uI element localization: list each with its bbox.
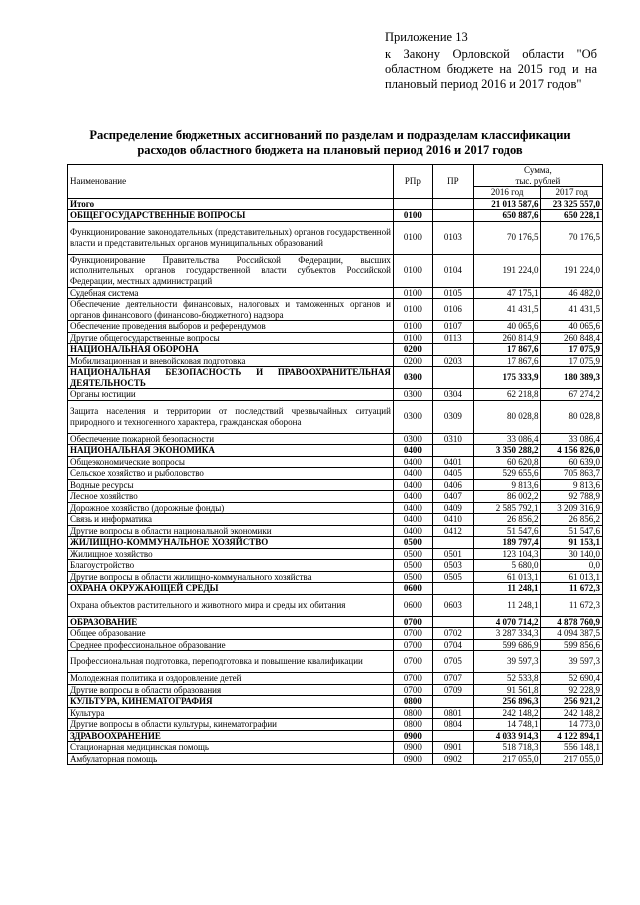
cell-2017: 23 325 557,0 [541, 198, 603, 210]
table-row [68, 479, 603, 491]
cell-pr [432, 198, 473, 210]
cell-pr: 0603 [432, 594, 473, 616]
cell-2016: 33 086,4 [473, 433, 541, 445]
cell-2017: 11 672,3 [541, 583, 603, 595]
cell-2016: 2 585 792,1 [473, 502, 541, 514]
cell-name: Обеспечение пожарной безопасности [68, 433, 394, 445]
table-row [68, 389, 603, 401]
cell-rpr: 0700 [393, 684, 432, 696]
table-row [68, 299, 603, 321]
cell-2016: 175 333,9 [473, 367, 541, 389]
cell-2017: 260 848,4 [541, 332, 603, 344]
cell-pr: 0709 [432, 684, 473, 696]
cell-name: Функционирование Правительства Российской Федерации, высших исполнительных органов государственной власти субъектов Российской Федерации, местных администраций [68, 254, 394, 287]
table-row [68, 571, 603, 583]
cell-2016: 11 248,1 [473, 594, 541, 616]
table-row [68, 684, 603, 696]
table-row [68, 707, 603, 719]
cell-rpr: 0300 [393, 433, 432, 445]
cell-name: Лесное хозяйство [68, 491, 394, 503]
cell-2016: 17 867,6 [473, 344, 541, 356]
cell-pr: 0901 [432, 742, 473, 754]
cell-rpr: 0400 [393, 456, 432, 468]
cell-pr: 0503 [432, 560, 473, 572]
cell-2016: 52 533,8 [473, 673, 541, 685]
cell-name: Дорожное хозяйство (дорожные фонды) [68, 502, 394, 514]
table-row [68, 730, 603, 742]
table-row [68, 355, 603, 367]
cell-2017: 51 547,6 [541, 525, 603, 537]
cell-pr: 0412 [432, 525, 473, 537]
cell-2017: 14 773,0 [541, 719, 603, 731]
cell-2017: 67 274,2 [541, 389, 603, 401]
cell-name: ЗДРАВООХРАНЕНИЕ [68, 730, 394, 742]
cell-name: Обеспечение проведения выборов и референдумов [68, 321, 394, 333]
cell-pr: 0410 [432, 514, 473, 526]
cell-pr [432, 445, 473, 457]
cell-2016: 3 287 334,3 [473, 628, 541, 640]
cell-pr: 0113 [432, 332, 473, 344]
cell-rpr: 0100 [393, 299, 432, 321]
table-row [68, 616, 603, 628]
table-row [68, 198, 603, 210]
cell-2016: 5 680,0 [473, 560, 541, 572]
column-header-2017: 2017 год [541, 187, 603, 199]
cell-2016: 61 013,1 [473, 571, 541, 583]
cell-rpr: 0400 [393, 479, 432, 491]
cell-name: ОХРАНА ОКРУЖАЮЩЕЙ СРЕДЫ [68, 583, 394, 595]
cell-2017: 217 055,0 [541, 753, 603, 765]
title-line-2: расходов областного бюджета на плановый период 2016 и 2017 годов [137, 143, 523, 157]
cell-pr: 0501 [432, 548, 473, 560]
cell-2017: 60 639,0 [541, 456, 603, 468]
table-row [68, 719, 603, 731]
cell-rpr: 0900 [393, 742, 432, 754]
cell-rpr: 0900 [393, 730, 432, 742]
cell-name: НАЦИОНАЛЬНАЯ БЕЗОПАСНОСТЬ И ПРАВООХРАНИТЕЛЬНАЯ ДЕЯТЕЛЬНОСТЬ [68, 367, 394, 389]
cell-2017: 40 065,6 [541, 321, 603, 333]
cell-rpr: 0800 [393, 696, 432, 708]
cell-rpr: 0700 [393, 651, 432, 673]
cell-2016: 70 176,5 [473, 221, 541, 254]
column-header-2016: 2016 год [473, 187, 541, 199]
cell-2017: 191 224,0 [541, 254, 603, 287]
cell-2017: 41 431,5 [541, 299, 603, 321]
table-row [68, 673, 603, 685]
cell-2016: 86 002,2 [473, 491, 541, 503]
cell-name: ЖИЛИЩНО-КОММУНАЛЬНОЕ ХОЗЯЙСТВО [68, 537, 394, 549]
cell-2017: 33 086,4 [541, 433, 603, 445]
cell-name: Другие вопросы в области культуры, кинематографии [68, 719, 394, 731]
table-row [68, 210, 603, 222]
appendix-period-line: плановый период 2016 и 2017 годов" [385, 77, 582, 91]
appendix-number: Приложение 13 [385, 30, 468, 44]
cell-2016: 191 224,0 [473, 254, 541, 287]
cell-name: Мобилизационная и вневойсковая подготовка [68, 355, 394, 367]
cell-2016: 9 813,6 [473, 479, 541, 491]
table-row [68, 287, 603, 299]
cell-2017: 91 153,1 [541, 537, 603, 549]
cell-pr [432, 210, 473, 222]
budget-table [67, 164, 603, 765]
table-row [68, 344, 603, 356]
cell-2016: 123 104,3 [473, 548, 541, 560]
cell-2017: 52 690,4 [541, 673, 603, 685]
cell-name: Благоустройство [68, 560, 394, 572]
cell-name: Общее образование [68, 628, 394, 640]
cell-pr: 0505 [432, 571, 473, 583]
sum-unit: тыс. рублей [515, 175, 561, 186]
cell-2016: 26 856,2 [473, 514, 541, 526]
cell-rpr: 0100 [393, 287, 432, 299]
cell-2016: 189 797,4 [473, 537, 541, 549]
cell-2017: 556 148,1 [541, 742, 603, 754]
cell-2017: 61 013,1 [541, 571, 603, 583]
cell-2017: 180 389,3 [541, 367, 603, 389]
cell-pr: 0405 [432, 468, 473, 480]
cell-rpr: 0400 [393, 491, 432, 503]
cell-rpr: 0100 [393, 221, 432, 254]
table-row [68, 514, 603, 526]
cell-rpr: 0700 [393, 673, 432, 685]
cell-name: ОБЩЕГОСУДАРСТВЕННЫЕ ВОПРОСЫ [68, 210, 394, 222]
cell-name: Другие вопросы в области жилищно-коммунального хозяйства [68, 571, 394, 583]
cell-pr: 0804 [432, 719, 473, 731]
cell-pr [432, 537, 473, 549]
cell-2016: 650 887,6 [473, 210, 541, 222]
cell-name: Органы юстиции [68, 389, 394, 401]
cell-rpr: 0400 [393, 514, 432, 526]
table-row [68, 560, 603, 572]
cell-name: ОБРАЗОВАНИЕ [68, 616, 394, 628]
cell-2017: 92 788,9 [541, 491, 603, 503]
cell-2016: 4 070 714,2 [473, 616, 541, 628]
cell-pr: 0409 [432, 502, 473, 514]
cell-rpr: 0400 [393, 468, 432, 480]
cell-2016: 41 431,5 [473, 299, 541, 321]
cell-2017: 39 597,3 [541, 651, 603, 673]
cell-rpr: 0600 [393, 594, 432, 616]
cell-rpr: 0800 [393, 707, 432, 719]
table-row [68, 321, 603, 333]
cell-pr: 0310 [432, 433, 473, 445]
cell-rpr: 0300 [393, 389, 432, 401]
table-row [68, 254, 603, 287]
cell-2017: 26 856,2 [541, 514, 603, 526]
table-row [68, 468, 603, 480]
cell-name: Среднее профессиональное образование [68, 639, 394, 651]
appendix-header [385, 30, 597, 92]
cell-pr: 0107 [432, 321, 473, 333]
cell-name: КУЛЬТУРА, КИНЕМАТОГРАФИЯ [68, 696, 394, 708]
cell-pr [432, 344, 473, 356]
cell-rpr: 0700 [393, 639, 432, 651]
cell-pr: 0707 [432, 673, 473, 685]
cell-2017: 70 176,5 [541, 221, 603, 254]
cell-rpr: 0400 [393, 445, 432, 457]
table-row [68, 594, 603, 616]
cell-name: Другие общегосударственные вопросы [68, 332, 394, 344]
cell-name: Профессиональная подготовка, переподготовка и повышение квалификации [68, 651, 394, 673]
cell-rpr: 0300 [393, 400, 432, 433]
cell-2017: 17 075,9 [541, 355, 603, 367]
cell-pr [432, 730, 473, 742]
cell-name: Амбулаторная помощь [68, 753, 394, 765]
cell-2017: 4 156 826,0 [541, 445, 603, 457]
cell-2017: 4 878 760,9 [541, 616, 603, 628]
table-header-row [68, 165, 603, 187]
cell-name: НАЦИОНАЛЬНАЯ ОБОРОНА [68, 344, 394, 356]
cell-2017: 30 140,0 [541, 548, 603, 560]
cell-2017: 256 921,2 [541, 696, 603, 708]
cell-rpr: 0700 [393, 628, 432, 640]
cell-2016: 529 655,6 [473, 468, 541, 480]
cell-rpr: 0100 [393, 332, 432, 344]
table-row [68, 221, 603, 254]
cell-pr: 0106 [432, 299, 473, 321]
table-row [68, 332, 603, 344]
column-header-rpr: РПр [393, 165, 432, 199]
table-row [68, 525, 603, 537]
cell-pr: 0304 [432, 389, 473, 401]
cell-pr: 0406 [432, 479, 473, 491]
column-header-pr: ПР [432, 165, 473, 199]
cell-2017: 242 148,2 [541, 707, 603, 719]
cell-rpr: 0400 [393, 525, 432, 537]
cell-pr: 0309 [432, 400, 473, 433]
cell-2017: 0,0 [541, 560, 603, 572]
cell-name: НАЦИОНАЛЬНАЯ ЭКОНОМИКА [68, 445, 394, 457]
cell-2016: 40 065,6 [473, 321, 541, 333]
cell-2016: 3 350 288,2 [473, 445, 541, 457]
cell-name: Защита населения и территории от последствий чрезвычайных ситуаций природного и техногенного характера, гражданская оборона [68, 400, 394, 433]
cell-2016: 242 148,2 [473, 707, 541, 719]
cell-pr: 0105 [432, 287, 473, 299]
cell-rpr: 0100 [393, 254, 432, 287]
column-header-sum [473, 165, 602, 187]
cell-2017: 650 228,1 [541, 210, 603, 222]
cell-2016: 60 620,8 [473, 456, 541, 468]
cell-2016: 91 561,8 [473, 684, 541, 696]
cell-name: Молодежная политика и оздоровление детей [68, 673, 394, 685]
cell-2017: 4 122 894,1 [541, 730, 603, 742]
appendix-budget-line: областном бюджете на 2015 год и на [385, 62, 597, 76]
cell-name: Итого [68, 198, 394, 210]
cell-2016: 518 718,3 [473, 742, 541, 754]
title-line-1: Распределение бюджетных ассигнований по разделам и подразделам классификации [89, 128, 571, 142]
cell-rpr: 0900 [393, 753, 432, 765]
document-title [60, 128, 600, 158]
cell-pr [432, 583, 473, 595]
table-row [68, 742, 603, 754]
cell-2017: 11 672,3 [541, 594, 603, 616]
cell-pr [432, 696, 473, 708]
cell-2016: 62 218,8 [473, 389, 541, 401]
cell-rpr: 0500 [393, 548, 432, 560]
cell-pr [432, 367, 473, 389]
cell-name: Связь и информатика [68, 514, 394, 526]
table-row [68, 537, 603, 549]
cell-pr: 0104 [432, 254, 473, 287]
table-row [68, 433, 603, 445]
table-row [68, 502, 603, 514]
cell-name: Другие вопросы в области образования [68, 684, 394, 696]
cell-2017: 9 813,6 [541, 479, 603, 491]
cell-2016: 39 597,3 [473, 651, 541, 673]
cell-name: Судебная система [68, 287, 394, 299]
cell-2016: 4 033 914,3 [473, 730, 541, 742]
cell-pr: 0902 [432, 753, 473, 765]
table-row [68, 456, 603, 468]
cell-rpr: 0500 [393, 537, 432, 549]
cell-2017: 705 863,7 [541, 468, 603, 480]
cell-rpr [393, 198, 432, 210]
cell-2016: 80 028,8 [473, 400, 541, 433]
cell-2016: 11 248,1 [473, 583, 541, 595]
cell-pr: 0801 [432, 707, 473, 719]
cell-pr: 0203 [432, 355, 473, 367]
cell-2017: 4 094 387,5 [541, 628, 603, 640]
table-row [68, 753, 603, 765]
table-row [68, 548, 603, 560]
cell-pr: 0103 [432, 221, 473, 254]
cell-rpr: 0200 [393, 355, 432, 367]
cell-name: Культура [68, 707, 394, 719]
cell-name: Стационарная медицинская помощь [68, 742, 394, 754]
cell-pr: 0704 [432, 639, 473, 651]
table-row [68, 639, 603, 651]
cell-2017: 3 209 316,9 [541, 502, 603, 514]
cell-name: Другие вопросы в области национальной экономики [68, 525, 394, 537]
cell-rpr: 0500 [393, 560, 432, 572]
cell-rpr: 0100 [393, 321, 432, 333]
cell-rpr: 0200 [393, 344, 432, 356]
cell-rpr: 0500 [393, 571, 432, 583]
cell-pr: 0407 [432, 491, 473, 503]
cell-2017: 92 228,9 [541, 684, 603, 696]
cell-pr [432, 616, 473, 628]
cell-2017: 599 856,6 [541, 639, 603, 651]
cell-name: Охрана объектов растительного и животного мира и среды их обитания [68, 594, 394, 616]
cell-2016: 47 175,1 [473, 287, 541, 299]
cell-2017: 80 028,8 [541, 400, 603, 433]
cell-2016: 217 055,0 [473, 753, 541, 765]
cell-pr: 0705 [432, 651, 473, 673]
cell-2016: 14 748,1 [473, 719, 541, 731]
cell-2017: 46 482,0 [541, 287, 603, 299]
cell-2016: 17 867,6 [473, 355, 541, 367]
cell-name: Жилищное хозяйство [68, 548, 394, 560]
cell-rpr: 0300 [393, 367, 432, 389]
appendix-law-line: к Закону Орловской области "Об [385, 47, 597, 61]
cell-name: Сельское хозяйство и рыболовство [68, 468, 394, 480]
table-row [68, 445, 603, 457]
cell-2016: 256 896,3 [473, 696, 541, 708]
cell-2016: 599 686,9 [473, 639, 541, 651]
cell-name: Общеэкономические вопросы [68, 456, 394, 468]
table-row [68, 400, 603, 433]
cell-2016: 21 013 587,6 [473, 198, 541, 210]
cell-pr: 0702 [432, 628, 473, 640]
cell-name: Обеспечение деятельности финансовых, налоговых и таможенных органов и органов финансового (финансово-бюджетного) надзора [68, 299, 394, 321]
table-row [68, 651, 603, 673]
cell-2017: 17 075,9 [541, 344, 603, 356]
table-row [68, 583, 603, 595]
cell-rpr: 0100 [393, 210, 432, 222]
cell-rpr: 0400 [393, 502, 432, 514]
table-row [68, 491, 603, 503]
cell-name: Функционирование законодательных (представительных) органов государственной власти и представительных органов муниципальных образований [68, 221, 394, 254]
cell-pr: 0401 [432, 456, 473, 468]
table-row [68, 628, 603, 640]
cell-name: Водные ресурсы [68, 479, 394, 491]
cell-rpr: 0700 [393, 616, 432, 628]
column-header-name: Наименование [68, 165, 394, 199]
cell-rpr: 0600 [393, 583, 432, 595]
table-row [68, 367, 603, 389]
table-row [68, 696, 603, 708]
cell-2016: 260 814,9 [473, 332, 541, 344]
sum-label: Сумма, [524, 165, 552, 175]
cell-rpr: 0800 [393, 719, 432, 731]
cell-2016: 51 547,6 [473, 525, 541, 537]
